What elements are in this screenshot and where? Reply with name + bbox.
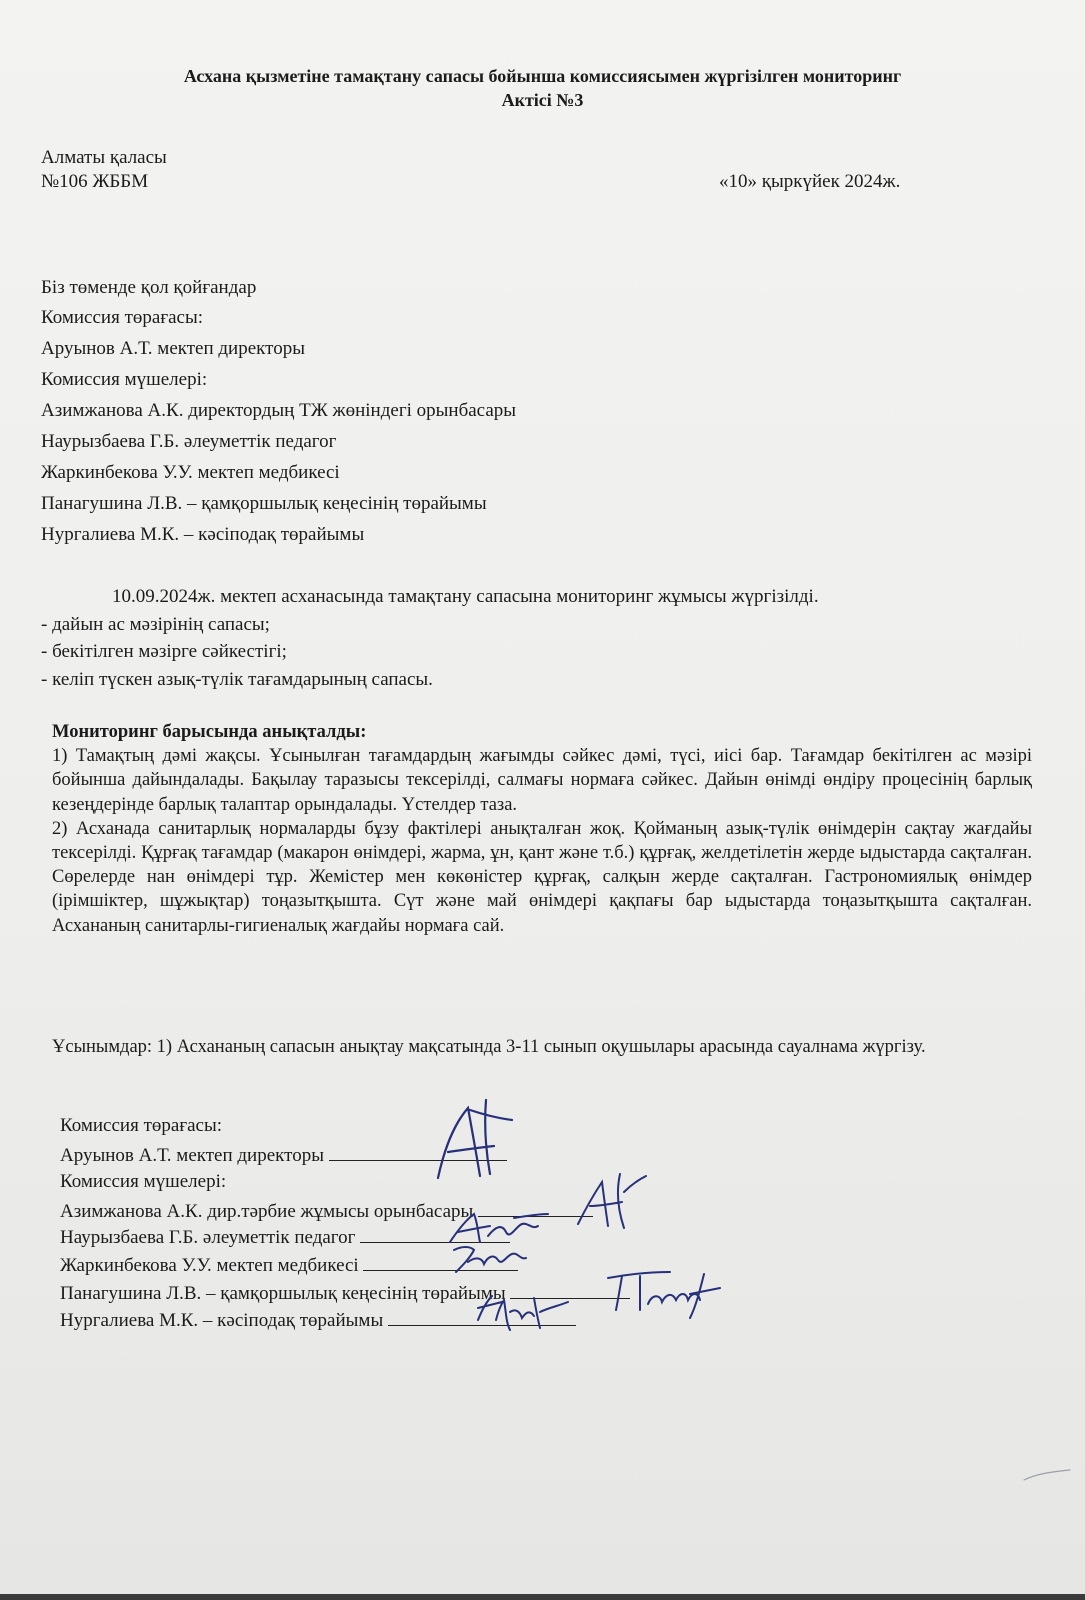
members-label: Комиссия мүшелері: [41,369,208,390]
member-item: Панагушина Л.В. – қамқоршылық кеңесінің төрайымы [41,493,487,514]
city: Алматы қаласы [41,147,167,168]
signature-chair-label: Комиссия төрағасы: [60,1115,223,1136]
findings-paragraph-1: 1) Тамақтың дәмі жақсы. Ұсынылған тағамдардың жағымды сәйкес дәмі, түсі, иісі бар. Тағамдар бекітілген ас мәзірі бойынша дайындалады. Бақылау таразысы тексерілді, салмағы нормаға сәйкес. Дайын өнімді өндіру процесінің барлық кезеңдерінде барлық талаптар орындалады. Үстелдер таза. [52,746,1032,815]
paper-mark-scribble [1020,1460,1080,1490]
recommendations: Ұсынымдар: 1) Асхананың сапасын анықтау мақсатында 3-11 сынып оқушылары арасында сауалнама жүргізу. [52,1037,926,1057]
monitoring-intro: 10.09.2024ж. мектеп асханасында тамақтану сапасына мониторинг жұмысы жүргізілді. [112,586,819,607]
member-item: Жаркинбекова У.У. мектеп медбикесі [41,462,340,483]
signature-member-name: Панагушина Л.В. – қамқоршылық кеңесінің төрайымы [60,1283,506,1304]
signature-chair-name: Аруынов А.Т. мектеп директоры [60,1145,324,1166]
handwritten-signature-member-4 [600,1264,730,1324]
school-name: №106 ЖББМ [41,171,149,192]
handwritten-signature-member-5 [470,1290,590,1340]
member-item: Наурызбаева Г.Б. әлеуметтік педагог [41,431,337,452]
monitoring-item: - келіп түскен азық-түлік тағамдарының сапасы. [41,669,433,690]
document-date: «10» қыркүйек 2024ж. [719,171,901,192]
signature-members-label: Комиссия мүшелері: [60,1171,227,1192]
members-intro: Біз төменде қол қойғандар [41,277,257,298]
handwritten-signature-member-3 [448,1238,538,1278]
handwritten-signature-chair [410,1090,530,1190]
monitoring-item: - бекітілген мәзірге сәйкестігі; [41,641,287,662]
signature-member-name: Наурызбаева Г.Б. әлеуметтік педагог [60,1227,356,1248]
document-title-line-2: Актісі №3 [501,90,584,110]
signature-member-name: Нургалиева М.К. – кәсіподақ төрайымы [60,1310,384,1331]
member-item: Азимжанова А.К. директордың ТЖ жөніндегі орынбасары [41,400,517,421]
chair-name: Аруынов А.Т. мектеп директоры [41,338,305,359]
document-title-line-1: Асхана қызметіне тамақтану сапасы бойынша комиссиясымен жүргізілген мониторинг [183,66,902,86]
chair-label: Комиссия төрағасы: [41,307,204,328]
page-bottom-edge [0,1594,1085,1600]
signature-member-name: Азимжанова А.К. дир.тәрбие жұмысы орынбасары [60,1201,474,1222]
findings-heading: Мониторинг барысында анықталды: [52,722,367,742]
handwritten-signature-member-1 [568,1168,658,1238]
signature-row-member [60,1224,510,1250]
findings-section [52,720,1032,938]
signature-member-name: Жаркинбекова У.У. мектеп медбикесі [60,1255,359,1276]
monitoring-item: - дайын ас мәзірінің сапасы; [41,614,270,635]
member-item: Нургалиева М.К. – кәсіподақ төрайымы [41,524,365,545]
findings-paragraph-2: 2) Асханада санитарлық нормаларды бұзу фактілері анықталған жоқ. Қойманың азық-түлік өнімдерін сақтау жағдайы тексерілді. Құрғақ тағамдар (макарон өнімдері, жарма, ұн, қант және т.б.) құрғақ, желдетілетін жерде ыдыстарда сақталған. Сөрелерде нан өнімдері тұр. Жемістер мен көкөністер құрғақ, салқын жерде сақталған. Гастрономиялық өнімдер (ірімшіктер, шұжықтар) тоңазытқышта. Сүт және май өнімдері қақпағы бар ыдыстарда тоңазытқышта сақталған. Асхананың санитарлы-гигиеналық жағдайы нормаға сай. [52,818,1032,936]
